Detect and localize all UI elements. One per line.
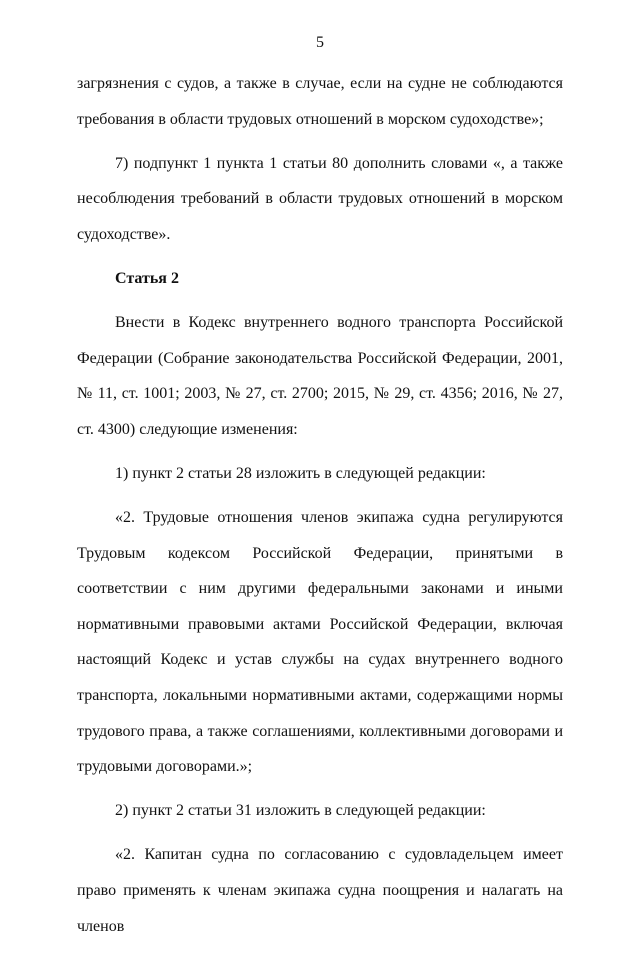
paragraph-quote-2-28: «2. Трудовые отношения членов экипажа судна регулируются Трудовым кодексом Российской Федерации, принятыми в соответствии с ним другими федеральными законами и иными нормативными правовыми актами Российской Федерации, включая настоящий Кодекс и устав службы на судах внутреннего водного транспорта, локальными нормативными актами, содержащими нормы трудового права, а также соглашениями, коллективными договорами и трудовыми договорами.»;: [77, 509, 563, 776]
paragraph-item-2: 2) пункт 2 статьи 31 изложить в следующей редакции:: [115, 802, 486, 820]
document-body: [77, 66, 563, 953]
paragraph-quote-2-31: «2. Капитан судна по согласованию с судовладельцем имеет право применять к членам экипажа судна поощрения и налагать на членов: [77, 846, 563, 935]
page-number: 5: [316, 34, 324, 51]
paragraph-continuation: загрязнения с судов, а также в случае, если на судне не соблюдаются требования в области трудовых отношений в морском судоходстве»;: [77, 75, 563, 128]
paragraph-item-7: 7) подпункт 1 пункта 1 статьи 80 дополнить словами «, а также несоблюдения требований в области трудовых отношений в морском судоходстве».: [77, 154, 563, 243]
article-heading: Статья 2: [115, 269, 179, 287]
paragraph-item-1: 1) пункт 2 статьи 28 изложить в следующей редакции:: [115, 464, 486, 482]
paragraph-article-intro: Внести в Кодекс внутреннего водного транспорта Российской Федерации (Собрание законодательства Российской Федерации, 2001, № 11, ст. 1001; 2003, № 27, ст. 2700; 2015, № 29, ст. 4356; 2016, № 27, ст. 4300) следующие изменения:: [77, 314, 563, 438]
